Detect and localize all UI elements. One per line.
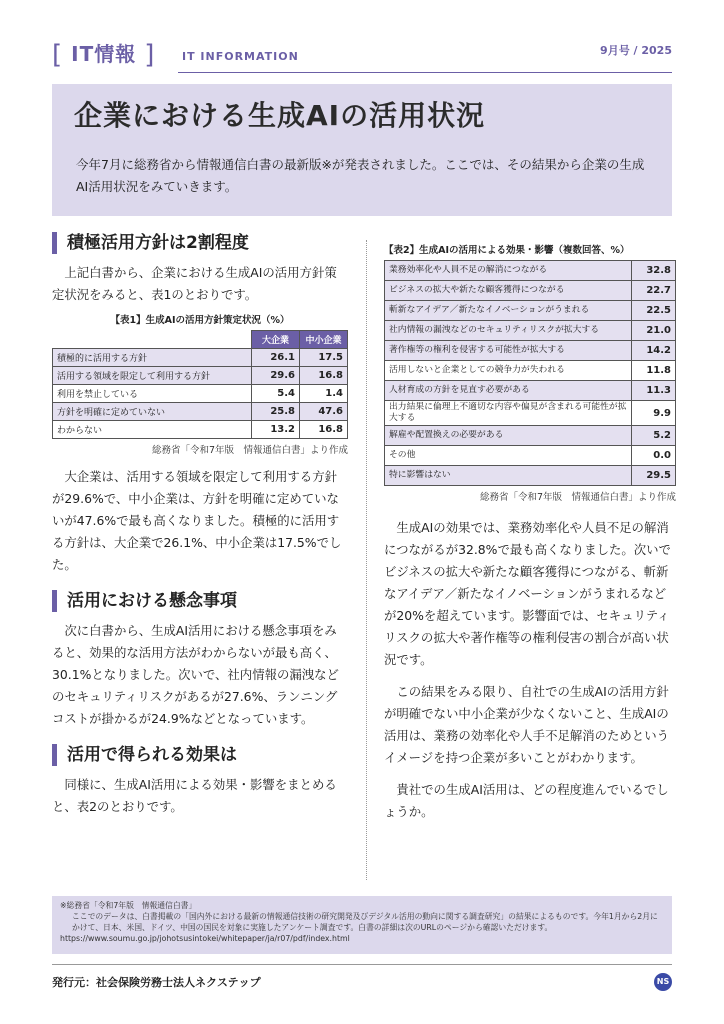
table-row: 斬新なアイデア／新たなイノベーションがうまれる 22.5: [385, 301, 676, 321]
table-row: 社内情報の漏洩などのセキュリティリスクが拡大する 21.0: [385, 321, 676, 341]
category-tag-label: IT情報: [71, 42, 137, 66]
footer-divider: [52, 964, 672, 965]
right-paragraph-3: 貴社での生成AI活用は、どの程度進んでいるでしょうか。: [384, 782, 669, 819]
table-row: その他 0.0: [385, 446, 676, 466]
header-top: [52, 30, 672, 84]
column-divider: [366, 240, 367, 880]
category-tag: [ IT情報 ]: [52, 40, 156, 70]
table2-source: 総務省「令和7年版 情報通信白書」より作成: [479, 492, 676, 503]
table1-col-small: 中小企業: [300, 331, 348, 349]
footnote-title: ※総務省「令和7年版 情報通信白書」: [60, 901, 197, 910]
table-row: 活用する領域を限定して利用する方針 29.6 16.8: [53, 367, 348, 385]
sec1-paragraph-1: 上記白書から、企業における生成AIの活用方針策定状況をみると、表1のとおりです。: [52, 265, 337, 302]
table2: [384, 260, 676, 486]
table1-header-row: [53, 331, 348, 349]
table-row: 業務効率化や人員不足の解消につながる 32.8: [385, 261, 676, 281]
header-divider: [178, 72, 672, 73]
section-heading-2: 活用における懸念事項: [52, 590, 348, 612]
table1: [52, 330, 348, 439]
table-row: わからない 13.2 16.8: [53, 421, 348, 439]
table-row: 特に影響はない 29.5: [385, 466, 676, 486]
table-row: 積極的に活用する方針 26.1 17.5: [53, 349, 348, 367]
table-row: ビジネスの拡大や新たな顧客獲得につながる 22.7: [385, 281, 676, 301]
footnote-body: ここでのデータは、白書掲載の「国内外における最新の情報通信技術の研究開発及びデジタル活用の動向に関する調査研究」の結果によるものです。今年1月から2月にかけて、日本、米国、ドイツ、中国の国民を対象に実施したアンケート調査です。白書の詳細は次のURLのページから確認いただけます。: [72, 912, 658, 932]
footnote-url: https://www.soumu.go.jp/johotsusintokei/whitepaper/ja/r07/pdf/index.html: [60, 934, 350, 943]
issue-label: 9月号 / 2025: [600, 44, 672, 57]
right-paragraph-2: この結果をみる限り、自社での生成AIの活用方針が明確でない中小企業が少なくないこと、生成AIの活用は、業務の効率化や人手不足解消のためというイメージを持つ企業が多いことがわかります。: [384, 684, 669, 765]
table1-col-large: 大企業: [252, 331, 300, 349]
header-banner: [52, 30, 672, 216]
footnote-box: [52, 896, 672, 954]
lead-text: 今年7月に総務省から情報通信白書の最新版※が発表されました。ここでは、その結果から企業の生成AI活用状況をみていきます。: [76, 157, 645, 194]
right-paragraph-1: 生成AIの効果では、業務効率化や人員不足の解消につながるが32.8%で最も高くなりました。次いでビジネスの拡大や新たな顧客獲得につながる、斬新なアイデア／新たなイノベーションがうまれるなどが20%を超えています。影響面では、セキュリティリスクの拡大や著作権等の権利侵害の割合が高い状況です。: [384, 520, 671, 667]
section-heading-3: 活用で得られる効果は: [52, 744, 348, 766]
sec1-paragraph-2: 大企業は、活用する領域を限定して利用する方針が29.6%で、中小企業は、方針を明確に定めていないが47.6%で最も高くなりました。積極的に活用する方針は、大企業で26.1%、中小企業は17.5%でした。: [52, 469, 342, 572]
publisher-logo-icon: NS: [654, 973, 672, 991]
table-row: 人材育成の方針を見直す必要がある 11.3: [385, 381, 676, 401]
sec3-paragraph-1: 同様に、生成AI活用による効果・影響をまとめると、表2のとおりです。: [52, 777, 337, 814]
sec2-paragraph-1: 次に白書から、生成AI活用における懸念事項をみると、効果的な活用方法がわからないが最も高く、30.1%となりました。次いで、社内情報の漏洩などのセキュリティリスクがあるが27.6%、ランニングコストが掛かるが24.9%などとなっています。: [52, 623, 339, 726]
category-tag-en: IT INFORMATION: [182, 50, 299, 63]
publisher: 発行元：社会保険労務士法人ネクステップ: [52, 976, 261, 989]
section-heading-1: 積極活用方針は2割程度: [52, 232, 348, 254]
table-row: 著作権等の権利を侵害する可能性が拡大する 14.2: [385, 341, 676, 361]
table2-caption: 【表2】生成AIの活用による効果・影響（複数回答、%）: [384, 245, 630, 256]
table1-caption: 【表1】生成AIの活用方針策定状況（%）: [110, 315, 290, 326]
table-row: 解雇や配置換えの必要がある 5.2: [385, 426, 676, 446]
right-column: [384, 242, 676, 823]
left-column: [52, 232, 348, 818]
table-row: 方針を明確に定めていない 25.8 47.6: [53, 403, 348, 421]
table-row: 活用しないと企業としての競争力が失われる 11.8: [385, 361, 676, 381]
table1-source: 総務省「令和7年版 情報通信白書」より作成: [151, 445, 348, 456]
table-row: 利用を禁止している 5.4 1.4: [53, 385, 348, 403]
page-title: 企業における生成AIの活用状況: [74, 99, 486, 132]
table-row: 出力結果に倫理上不適切な内容や偏見が含まれる可能性が拡大する 9.9: [385, 401, 676, 426]
